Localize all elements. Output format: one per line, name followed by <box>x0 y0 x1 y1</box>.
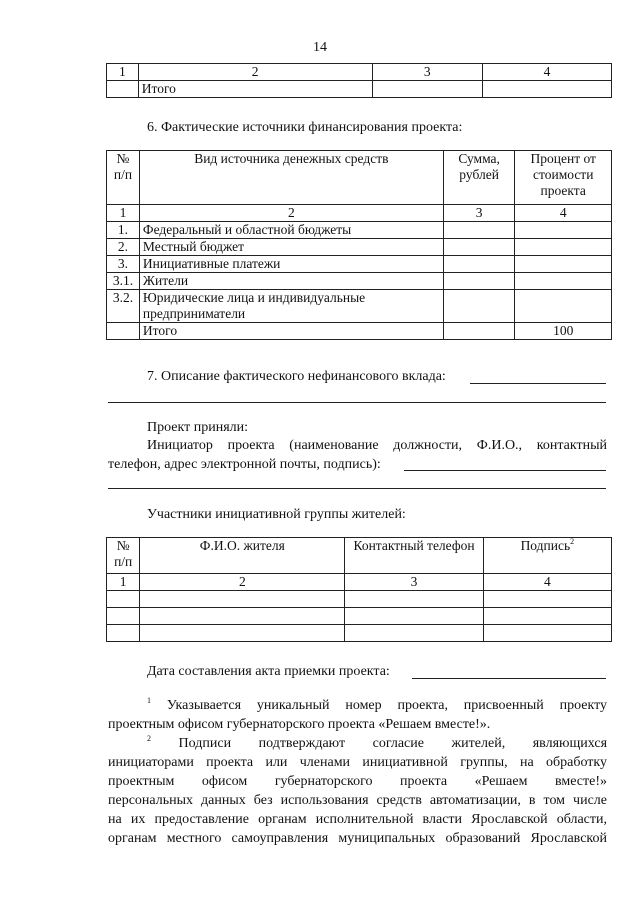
table-cell: 1 <box>107 574 140 591</box>
table-cell <box>140 608 345 625</box>
table-row <box>107 81 612 98</box>
table-row <box>107 239 612 256</box>
table-cell-number: 3. <box>107 256 140 273</box>
table-cell: 2 <box>139 205 443 222</box>
table-cell: 2 <box>138 64 372 81</box>
section6-heading: 6. Фактические источники финансирования проекта: <box>147 120 463 135</box>
table-cell-total-label: Итого <box>139 323 443 340</box>
table-cell-source: Жители <box>139 273 443 290</box>
table-cell <box>482 81 611 98</box>
table-cell <box>345 625 483 642</box>
table-row <box>107 256 612 273</box>
column-header-label: № п/п <box>113 151 133 182</box>
table-cell: 4 <box>515 205 612 222</box>
footnote-text: Указывается уникальный номер проекта, присвоенный проекту <box>166 698 607 713</box>
table-cell <box>107 81 139 98</box>
table-row <box>107 273 612 290</box>
table-cell <box>515 239 612 256</box>
table-cell <box>345 608 483 625</box>
table-cell: 4 <box>482 64 611 81</box>
page-number: 14 <box>313 40 327 55</box>
table-cell-number: 2. <box>107 239 140 256</box>
column-header-sum: Сумма, рублей <box>443 151 515 205</box>
column-header-source: Вид источника денежных средств <box>139 151 443 205</box>
table-row <box>107 64 612 81</box>
table-cell <box>515 222 612 239</box>
table-row <box>107 574 612 591</box>
table-cell <box>515 256 612 273</box>
footnote-2-line-3: проектным офисом губернаторского проекта «Решаем вместе!» <box>108 774 607 789</box>
table-cell <box>443 239 515 256</box>
table-cell: 3 <box>372 64 482 81</box>
table-row <box>107 625 612 642</box>
table-cell: 3 <box>345 574 483 591</box>
table-row <box>107 608 612 625</box>
act-date-label: Дата составления акта приемки проекта: <box>147 664 390 679</box>
participants-heading: Участники инициативной группы жителей: <box>147 507 406 522</box>
footnote-1-line-1 <box>147 696 607 715</box>
table-cell <box>515 290 612 323</box>
blank-line <box>412 678 606 679</box>
table-cell <box>443 222 515 239</box>
table-row <box>107 591 612 608</box>
table-cell <box>443 290 515 323</box>
table-row <box>107 290 612 323</box>
table-cell: 4 <box>483 574 611 591</box>
footnote-mark: 2 <box>570 537 575 546</box>
table-header-row <box>107 538 612 574</box>
table-cell-source: Местный бюджет <box>139 239 443 256</box>
table-cell-source: Инициативные платежи <box>139 256 443 273</box>
table-cell-source: Федеральный и областной бюджеты <box>139 222 443 239</box>
table-cell <box>443 256 515 273</box>
footnote-2-line-1 <box>147 734 607 753</box>
table-cell <box>515 273 612 290</box>
footnote-mark: 1 <box>147 696 151 705</box>
column-header-signature <box>483 538 611 574</box>
table-cell <box>483 625 611 642</box>
section7-heading: 7. Описание фактического нефинансового вклада: <box>147 369 446 384</box>
table-cell-total-percent: 100 <box>515 323 612 340</box>
table-cell: 2 <box>140 574 345 591</box>
column-header-percent: Процент от стоимости проекта <box>515 151 612 205</box>
table-cell <box>345 591 483 608</box>
table-cell <box>140 591 345 608</box>
table-cell <box>483 591 611 608</box>
table-cell-number: 3.1. <box>107 273 140 290</box>
accepted-label: Проект приняли: <box>147 420 249 435</box>
table-cell-source: Юридические лица и индивидуальные предприниматели <box>139 290 443 323</box>
column-header-name: Ф.И.О. жителя <box>140 538 345 574</box>
table-cell-total-label: Итого <box>138 81 372 98</box>
column-header-number <box>107 151 140 205</box>
footnote-2-line-5: на их предоставление органам исполнительной власти Ярославской области, <box>108 812 607 827</box>
table-cell: 3 <box>443 205 515 222</box>
blank-line <box>108 488 606 489</box>
footnote-2-line-2: инициаторами проекта или членами инициативной группы, на обработку <box>108 755 607 770</box>
table-row <box>107 222 612 239</box>
table-cell <box>443 323 515 340</box>
participants-table <box>106 537 612 642</box>
table-cell <box>140 625 345 642</box>
footnote-2-line-6: органам местного самоуправления муниципальных образований Ярославской <box>108 831 607 846</box>
table-cell <box>107 608 140 625</box>
table-cell: 1 <box>107 205 140 222</box>
footnote-1-line-2: проектным офисом губернаторского проекта «Решаем вместе!». <box>108 717 491 732</box>
funding-sources-table <box>106 150 612 340</box>
table-cell <box>443 273 515 290</box>
table-cell <box>107 323 140 340</box>
table-cell <box>483 608 611 625</box>
initiator-line-1: Инициатор проекта (наименование должности, Ф.И.О., контактный <box>147 438 607 453</box>
table-row <box>107 323 612 340</box>
column-header-phone: Контактный телефон <box>345 538 483 574</box>
column-header-number: № п/п <box>107 538 140 574</box>
table-header-row <box>107 151 612 205</box>
blank-line <box>470 383 606 384</box>
table-cell-number: 3.2. <box>107 290 140 323</box>
blank-line <box>404 470 606 471</box>
initiator-line-2: телефон, адрес электронной почты, подпись): <box>108 457 381 472</box>
table-cell <box>107 625 140 642</box>
table-cell <box>107 591 140 608</box>
top-table <box>106 63 612 98</box>
blank-line <box>108 402 606 403</box>
footnote-2-line-4: персональных данных без использования средств автоматизации, в том числе <box>108 793 607 808</box>
table-cell-number: 1. <box>107 222 140 239</box>
column-header-label: Подпись <box>520 538 571 553</box>
table-cell: 1 <box>107 64 139 81</box>
table-cell <box>372 81 482 98</box>
footnote-mark: 2 <box>147 734 151 743</box>
table-row <box>107 205 612 222</box>
footnote-text: Подписи подтверждают согласие жителей, являющихся <box>178 736 608 751</box>
